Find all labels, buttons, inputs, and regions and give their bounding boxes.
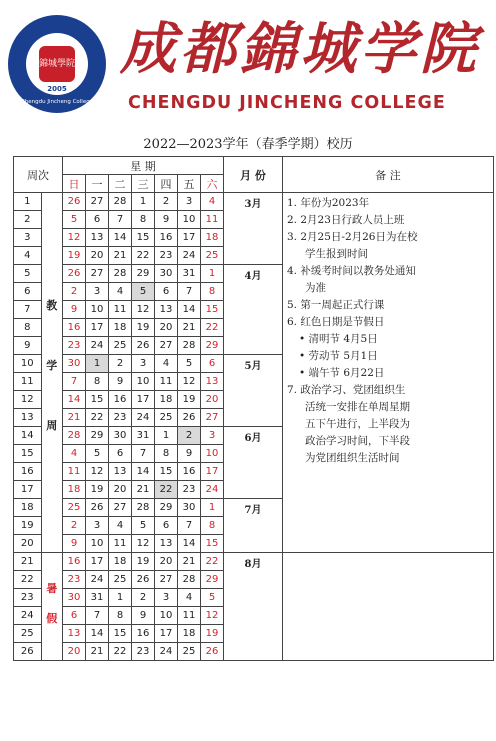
weekday-header: 六 <box>201 175 224 193</box>
month-label: 7月 <box>224 499 283 553</box>
day-cell: 29 <box>132 265 155 283</box>
day-cell: 21 <box>132 481 155 499</box>
day-cell: 9 <box>155 211 178 229</box>
day-cell: 27 <box>155 337 178 355</box>
day-cell: 15 <box>201 301 224 319</box>
day-cell: 1 <box>86 355 109 373</box>
note-line: 为准 <box>305 282 326 294</box>
month-label: 4月 <box>224 265 283 355</box>
day-cell: 17 <box>178 229 201 247</box>
day-cell: 31 <box>86 589 109 607</box>
day-cell: 8 <box>86 373 109 391</box>
month-label: 6月 <box>224 427 283 499</box>
day-cell: 9 <box>178 445 201 463</box>
day-cell: 20 <box>86 247 109 265</box>
day-cell: 13 <box>63 625 86 643</box>
day-cell: 30 <box>63 355 86 373</box>
day-cell: 25 <box>63 499 86 517</box>
day-cell: 27 <box>155 571 178 589</box>
day-cell: 23 <box>178 481 201 499</box>
note-line: 活统一安排在单周星期 <box>305 401 410 413</box>
week-number: 6 <box>14 283 42 301</box>
day-cell: 22 <box>86 409 109 427</box>
day-cell: 14 <box>63 391 86 409</box>
note-line: 6. 红色日期是节假日 <box>287 316 385 328</box>
day-cell: 29 <box>201 337 224 355</box>
day-cell: 1 <box>155 427 178 445</box>
day-cell: 7 <box>86 607 109 625</box>
header-week: 周次 <box>14 157 63 193</box>
vacation-label <box>41 553 62 661</box>
day-cell: 26 <box>63 193 86 211</box>
day-cell: 9 <box>109 373 132 391</box>
day-cell: 22 <box>201 553 224 571</box>
note-line: • 端午节 6月22日 <box>299 367 385 379</box>
day-cell: 4 <box>63 445 86 463</box>
header-notes: 备 注 <box>283 157 494 193</box>
day-cell: 14 <box>132 463 155 481</box>
logo-year: 2005 <box>47 85 67 93</box>
day-cell: 31 <box>178 265 201 283</box>
day-cell: 12 <box>132 535 155 553</box>
note-line: 政治学习时间，下半段 <box>305 435 410 447</box>
day-cell: 18 <box>155 391 178 409</box>
day-cell: 15 <box>109 625 132 643</box>
day-cell: 27 <box>109 499 132 517</box>
day-cell: 19 <box>201 625 224 643</box>
note-line: • 清明节 4月5日 <box>299 333 378 345</box>
day-cell: 16 <box>132 625 155 643</box>
day-cell: 6 <box>155 517 178 535</box>
day-cell: 19 <box>132 319 155 337</box>
note-line: 2. 2月23日行政人员上班 <box>287 214 405 226</box>
day-cell: 7 <box>63 373 86 391</box>
day-cell: 6 <box>155 283 178 301</box>
day-cell: 13 <box>201 373 224 391</box>
day-cell: 9 <box>132 607 155 625</box>
day-cell: 3 <box>86 517 109 535</box>
day-cell: 16 <box>63 319 86 337</box>
day-cell: 11 <box>201 211 224 229</box>
header-weekdays-title: 星 期 <box>63 157 224 175</box>
day-cell: 20 <box>63 643 86 661</box>
day-cell: 26 <box>201 643 224 661</box>
day-cell: 10 <box>155 607 178 625</box>
day-cell: 29 <box>86 427 109 445</box>
week-row <box>14 193 494 211</box>
note-line: 7. 政治学习、党团组织生 <box>287 384 406 396</box>
weekday-header: 三 <box>132 175 155 193</box>
week-number: 2 <box>14 211 42 229</box>
college-logo <box>8 15 106 113</box>
day-cell: 24 <box>132 409 155 427</box>
week-number: 5 <box>14 265 42 283</box>
week-number: 19 <box>14 517 42 535</box>
day-cell: 6 <box>201 355 224 373</box>
week-number: 24 <box>14 607 42 625</box>
day-cell: 17 <box>201 463 224 481</box>
school-name-english: CHENGDU JINCHENG COLLEGE <box>128 93 446 113</box>
day-cell: 14 <box>178 535 201 553</box>
teaching-label-char: 周 <box>46 418 58 432</box>
day-cell: 20 <box>109 481 132 499</box>
day-cell: 13 <box>109 463 132 481</box>
day-cell: 26 <box>63 265 86 283</box>
note-line: 学生报到时间 <box>305 248 368 260</box>
week-number: 4 <box>14 247 42 265</box>
day-cell: 4 <box>155 355 178 373</box>
day-cell: 17 <box>86 553 109 571</box>
day-cell: 30 <box>109 427 132 445</box>
day-cell: 5 <box>132 283 155 301</box>
day-cell: 8 <box>201 283 224 301</box>
day-cell: 24 <box>86 337 109 355</box>
weekday-header: 日 <box>63 175 86 193</box>
day-cell: 9 <box>63 301 86 319</box>
school-name-chinese: 成都錦城学院 <box>120 16 480 82</box>
day-cell: 16 <box>109 391 132 409</box>
day-cell: 3 <box>178 193 201 211</box>
day-cell: 25 <box>109 337 132 355</box>
week-number: 11 <box>14 373 42 391</box>
day-cell: 12 <box>86 463 109 481</box>
day-cell: 25 <box>155 409 178 427</box>
day-cell: 2 <box>109 355 132 373</box>
day-cell: 7 <box>178 517 201 535</box>
logo-ring-text: Chengdu Jincheng College <box>20 99 94 105</box>
day-cell: 15 <box>201 535 224 553</box>
day-cell: 22 <box>155 481 178 499</box>
day-cell: 2 <box>132 589 155 607</box>
day-cell: 12 <box>178 373 201 391</box>
month-label: 8月 <box>224 553 283 661</box>
day-cell: 28 <box>109 265 132 283</box>
day-cell: 18 <box>63 481 86 499</box>
note-line: 为党团组织生活时间 <box>305 452 400 464</box>
day-cell: 6 <box>63 607 86 625</box>
week-row <box>14 553 494 571</box>
week-number: 21 <box>14 553 42 571</box>
day-cell: 22 <box>201 319 224 337</box>
week-number: 25 <box>14 625 42 643</box>
day-cell: 17 <box>86 319 109 337</box>
day-cell: 31 <box>132 427 155 445</box>
day-cell: 3 <box>86 283 109 301</box>
day-cell: 11 <box>178 607 201 625</box>
week-number: 8 <box>14 319 42 337</box>
day-cell: 8 <box>201 517 224 535</box>
day-cell: 28 <box>178 337 201 355</box>
day-cell: 15 <box>132 229 155 247</box>
day-cell: 4 <box>178 589 201 607</box>
day-cell: 24 <box>201 481 224 499</box>
note-line: 3. 2月25日-2月26日为在校 <box>287 231 418 243</box>
day-cell: 18 <box>178 625 201 643</box>
week-number: 15 <box>14 445 42 463</box>
day-cell: 26 <box>132 571 155 589</box>
vacation-label-char: 暑 <box>46 581 58 595</box>
day-cell: 12 <box>132 301 155 319</box>
vacation-label-char: 假 <box>46 611 58 625</box>
week-number: 14 <box>14 427 42 445</box>
day-cell: 13 <box>155 301 178 319</box>
day-cell: 11 <box>109 535 132 553</box>
day-cell: 5 <box>178 355 201 373</box>
table-header-row <box>14 157 494 175</box>
day-cell: 7 <box>132 445 155 463</box>
day-cell: 1 <box>201 499 224 517</box>
note-line: 五下午进行，上半段为 <box>305 418 410 430</box>
notes-cell <box>283 193 494 553</box>
day-cell: 12 <box>201 607 224 625</box>
day-cell: 5 <box>86 445 109 463</box>
day-cell: 25 <box>178 643 201 661</box>
day-cell: 25 <box>109 571 132 589</box>
week-number: 17 <box>14 481 42 499</box>
day-cell: 2 <box>63 517 86 535</box>
day-cell: 20 <box>155 553 178 571</box>
day-cell: 11 <box>109 301 132 319</box>
day-cell: 16 <box>178 463 201 481</box>
day-cell: 1 <box>201 265 224 283</box>
day-cell: 24 <box>155 643 178 661</box>
day-cell: 5 <box>132 517 155 535</box>
week-number: 12 <box>14 391 42 409</box>
day-cell: 17 <box>132 391 155 409</box>
week-number: 9 <box>14 337 42 355</box>
weekday-header: 一 <box>86 175 109 193</box>
day-cell: 4 <box>109 283 132 301</box>
day-cell: 10 <box>86 301 109 319</box>
day-cell: 12 <box>63 229 86 247</box>
weekday-header: 四 <box>155 175 178 193</box>
day-cell: 14 <box>109 229 132 247</box>
week-number: 13 <box>14 409 42 427</box>
day-cell: 3 <box>132 355 155 373</box>
day-cell: 22 <box>109 643 132 661</box>
day-cell: 21 <box>178 319 201 337</box>
calendar-table <box>13 156 494 661</box>
day-cell: 13 <box>155 535 178 553</box>
day-cell: 5 <box>201 589 224 607</box>
day-cell: 7 <box>178 283 201 301</box>
month-label: 5月 <box>224 355 283 427</box>
day-cell: 1 <box>132 193 155 211</box>
day-cell: 18 <box>201 229 224 247</box>
day-cell: 11 <box>155 373 178 391</box>
day-cell: 9 <box>63 535 86 553</box>
weekday-header: 五 <box>178 175 201 193</box>
month-label: 3月 <box>224 193 283 265</box>
teaching-label-char: 教 <box>46 298 58 312</box>
week-number: 23 <box>14 589 42 607</box>
day-cell: 7 <box>109 211 132 229</box>
weekday-header: 二 <box>109 175 132 193</box>
day-cell: 2 <box>178 427 201 445</box>
day-cell: 28 <box>178 571 201 589</box>
day-cell: 23 <box>132 643 155 661</box>
note-line: 1. 年份为2023年 <box>287 197 370 209</box>
day-cell: 2 <box>63 283 86 301</box>
day-cell: 15 <box>86 391 109 409</box>
day-cell: 23 <box>63 337 86 355</box>
day-cell: 27 <box>201 409 224 427</box>
day-cell: 14 <box>86 625 109 643</box>
day-cell: 19 <box>63 247 86 265</box>
day-cell: 8 <box>155 445 178 463</box>
day-cell: 27 <box>86 265 109 283</box>
day-cell: 25 <box>201 247 224 265</box>
day-cell: 21 <box>63 409 86 427</box>
page-title: 2022—2023学年（春季学期）校历 <box>143 137 353 152</box>
day-cell: 14 <box>178 301 201 319</box>
header <box>0 0 496 120</box>
day-cell: 3 <box>155 589 178 607</box>
day-cell: 3 <box>201 427 224 445</box>
day-cell: 10 <box>201 445 224 463</box>
day-cell: 26 <box>86 499 109 517</box>
day-cell: 18 <box>109 319 132 337</box>
day-cell: 27 <box>86 193 109 211</box>
day-cell: 10 <box>178 211 201 229</box>
day-cell: 29 <box>201 571 224 589</box>
week-number: 16 <box>14 463 42 481</box>
day-cell: 8 <box>109 607 132 625</box>
day-cell: 28 <box>132 499 155 517</box>
day-cell: 2 <box>155 193 178 211</box>
day-cell: 22 <box>132 247 155 265</box>
note-line: • 劳动节 5月1日 <box>299 350 378 362</box>
day-cell: 17 <box>155 625 178 643</box>
day-cell: 4 <box>109 517 132 535</box>
day-cell: 21 <box>86 643 109 661</box>
day-cell: 26 <box>132 337 155 355</box>
logo-seal: 錦城學院 <box>39 46 75 82</box>
day-cell: 24 <box>178 247 201 265</box>
day-cell: 28 <box>63 427 86 445</box>
day-cell: 23 <box>109 409 132 427</box>
day-cell: 15 <box>155 463 178 481</box>
week-number: 7 <box>14 301 42 319</box>
teaching-weeks-label <box>41 193 62 553</box>
day-cell: 21 <box>178 553 201 571</box>
day-cell: 4 <box>201 193 224 211</box>
week-number: 20 <box>14 535 42 553</box>
day-cell: 5 <box>63 211 86 229</box>
day-cell: 30 <box>155 265 178 283</box>
day-cell: 26 <box>178 409 201 427</box>
week-number: 26 <box>14 643 42 661</box>
note-line: 4. 补缓考时间以教务处通知 <box>287 265 416 277</box>
day-cell: 6 <box>109 445 132 463</box>
day-cell: 11 <box>63 463 86 481</box>
day-cell: 30 <box>63 589 86 607</box>
header-month: 月 份 <box>224 157 283 193</box>
day-cell: 10 <box>132 373 155 391</box>
week-number: 3 <box>14 229 42 247</box>
day-cell: 23 <box>63 571 86 589</box>
week-number: 1 <box>14 193 42 211</box>
day-cell: 20 <box>155 319 178 337</box>
week-number: 22 <box>14 571 42 589</box>
day-cell: 16 <box>63 553 86 571</box>
day-cell: 8 <box>132 211 155 229</box>
week-number: 10 <box>14 355 42 373</box>
day-cell: 20 <box>201 391 224 409</box>
day-cell: 19 <box>178 391 201 409</box>
day-cell: 28 <box>109 193 132 211</box>
day-cell: 19 <box>132 553 155 571</box>
day-cell: 23 <box>155 247 178 265</box>
day-cell: 10 <box>86 535 109 553</box>
day-cell: 30 <box>178 499 201 517</box>
note-line: 5. 第一周起正式行课 <box>287 299 385 311</box>
day-cell: 16 <box>155 229 178 247</box>
day-cell: 1 <box>109 589 132 607</box>
day-cell: 6 <box>86 211 109 229</box>
teaching-label-char: 学 <box>46 358 58 372</box>
notes-cell-vacation <box>283 553 494 661</box>
day-cell: 18 <box>109 553 132 571</box>
day-cell: 29 <box>155 499 178 517</box>
day-cell: 21 <box>109 247 132 265</box>
day-cell: 13 <box>86 229 109 247</box>
day-cell: 24 <box>86 571 109 589</box>
week-number: 18 <box>14 499 42 517</box>
day-cell: 19 <box>86 481 109 499</box>
